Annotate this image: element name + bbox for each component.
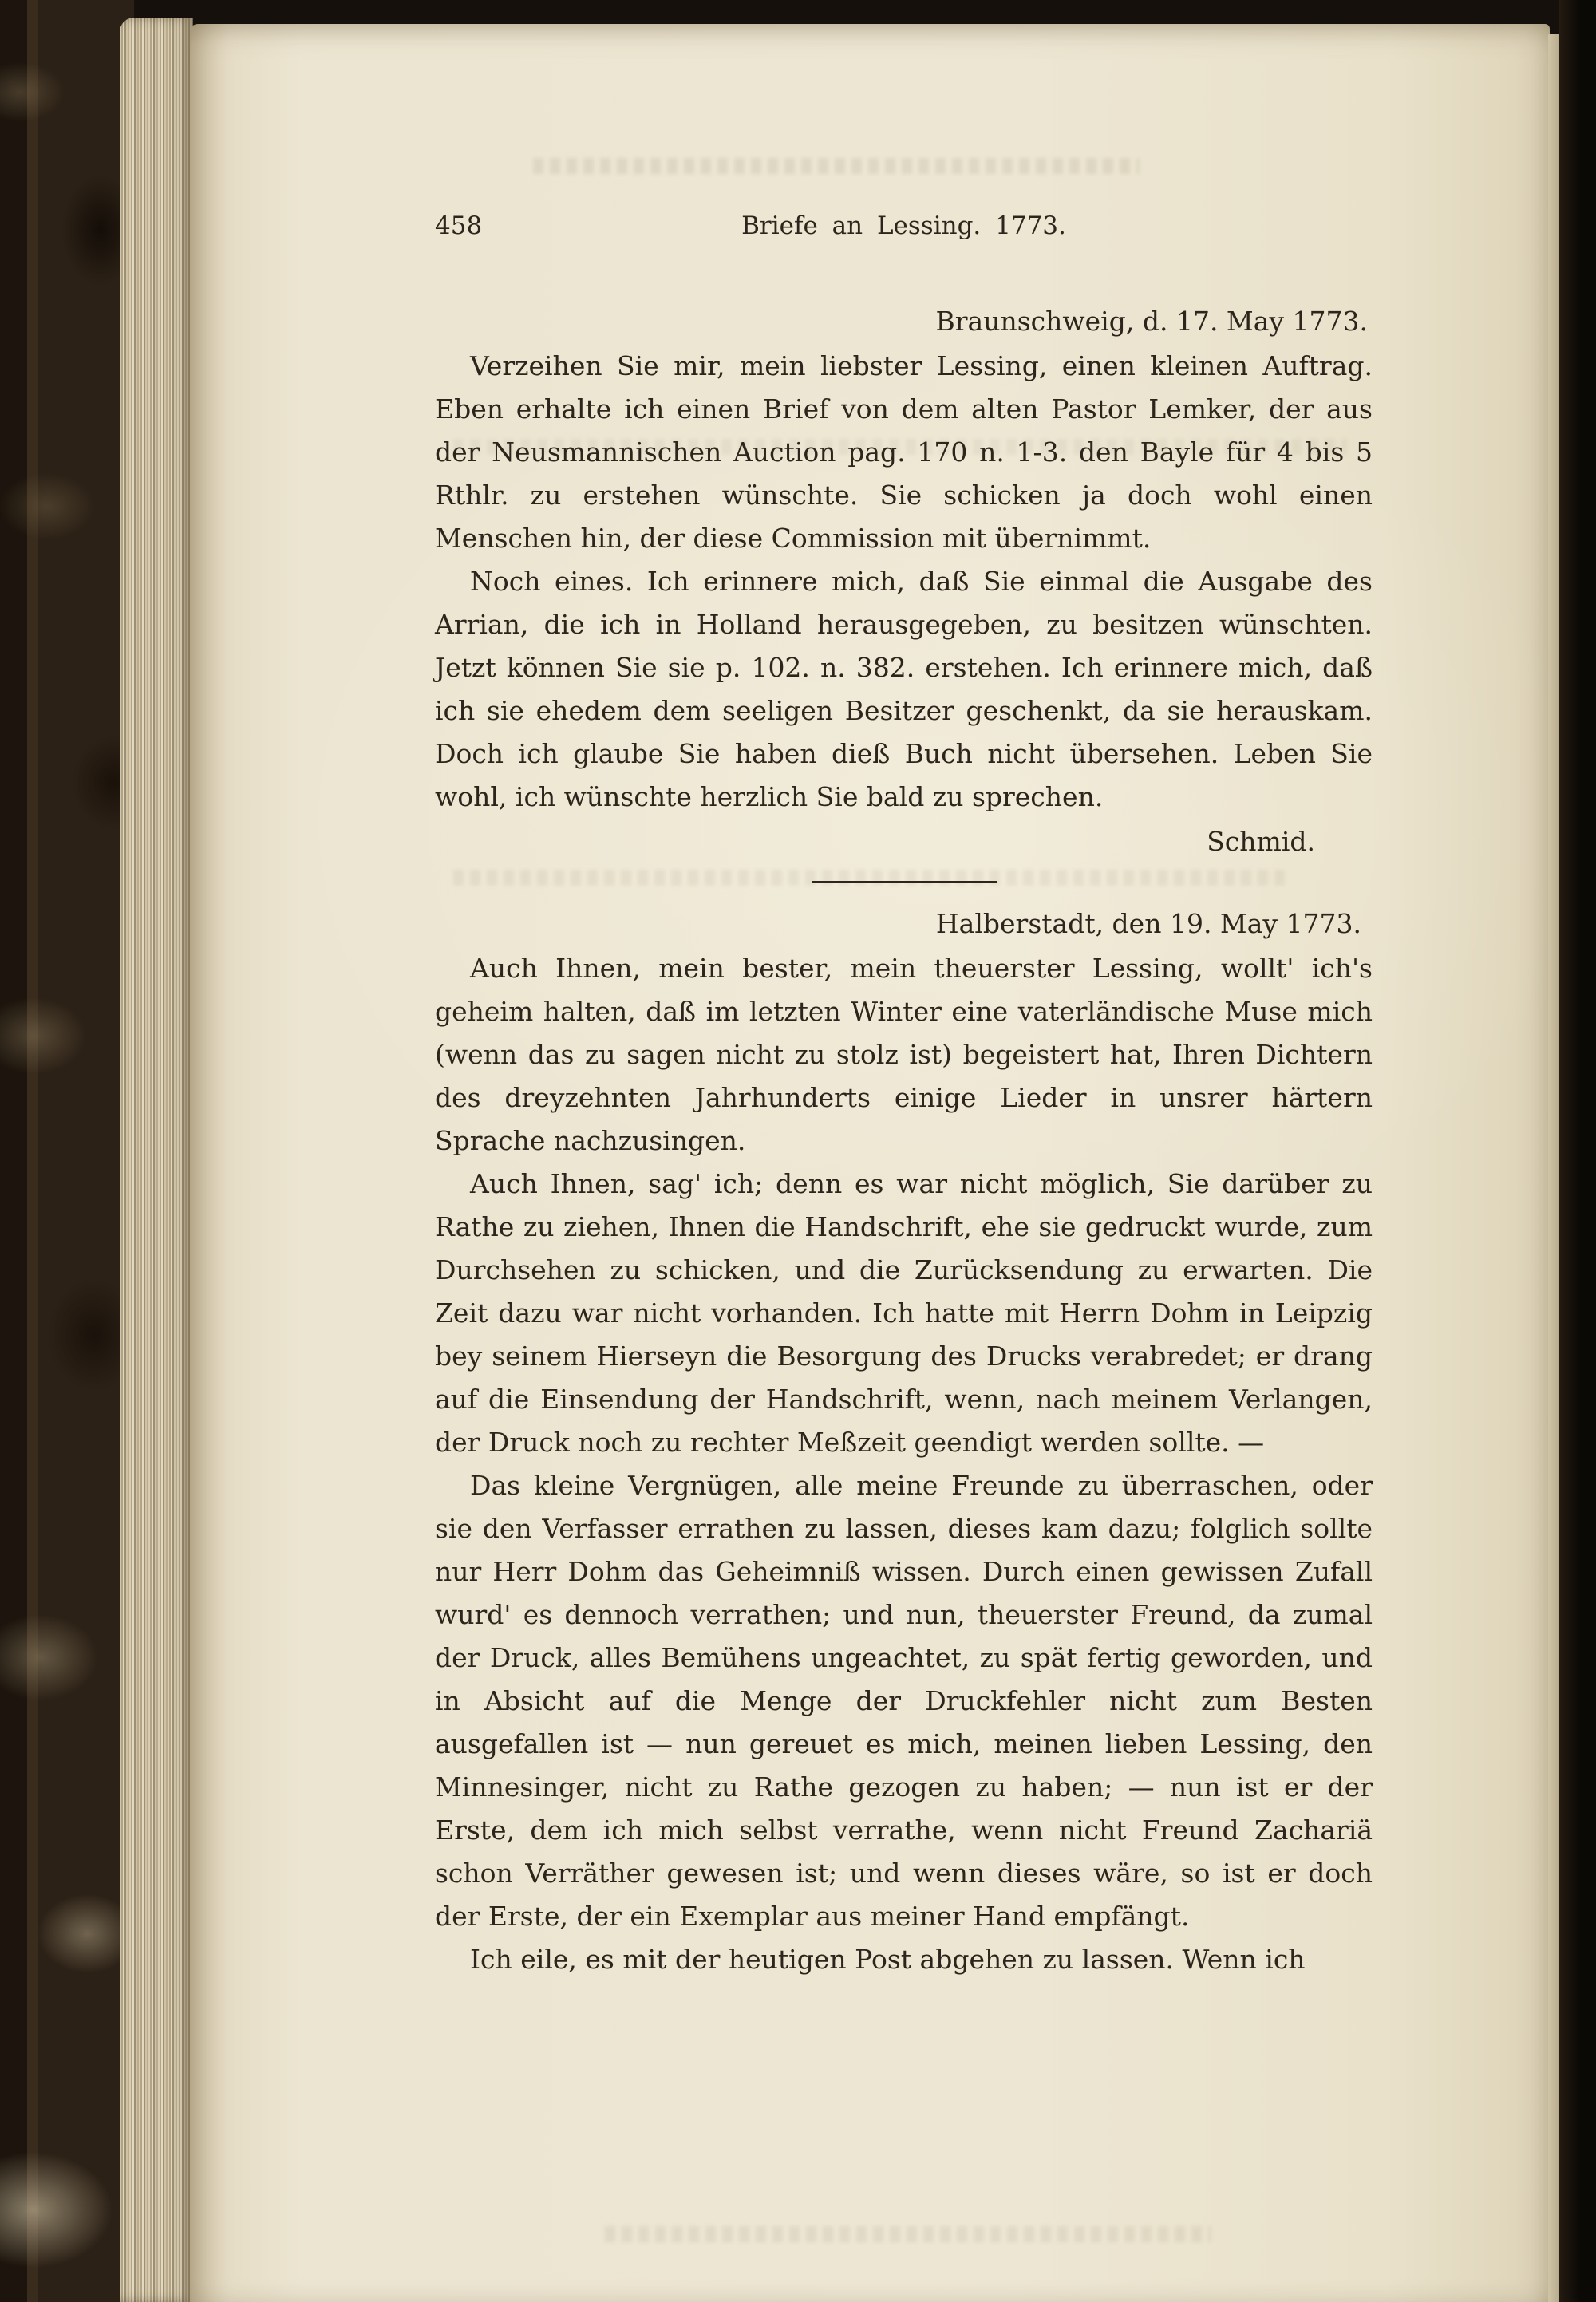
letter-dateline: Halberstadt, den 19. May 1773. — [935, 908, 1361, 939]
letter-paragraph: Auch Ihnen, sag' ich; denn es war nicht möglich, Sie darüber zu Rathe zu ziehen, Ihnen die Handschrift, ehe sie gedruckt wurde, zum Durchsehen zu schicken, und die Zurücksendung zu erwarten. Die Zeit dazu war nicht vorhanden. Ich hatte mit Herrn Dohm in Leipzig bey seinem Hierseyn die Besorgung des Drucks verabredet; er drang auf die Einsendung der Handschrift, wenn, nach meinem Verlangen, der Druck noch zu rechter Meßzeit geendigt werden sollte. — — [435, 1168, 1373, 1458]
running-header: Briefe an Lessing. 1773. — [741, 211, 1066, 240]
section-divider-rule — [812, 881, 997, 883]
letter-paragraph: Noch eines. Ich erinnere mich, daß Sie einmal die Ausgabe des Arrian, die ich in Holland herausgegeben, zu besitzen wünschten. Jetzt können Sie sie p. 102. n. 382. erstehen. Ich erinnere mich, daß ich sie ehedem dem seeligen Besitzer geschenkt, da sie herauskam. Doch ich glaube Sie haben dieß Buch nicht übersehen. Leben Sie wohl, ich wünschte herzlich Sie bald zu sprechen. — [435, 566, 1373, 812]
bleedthrough-ghost-text — [605, 2226, 1211, 2242]
bleedthrough-ghost-text — [533, 158, 1140, 174]
letter-paragraph: Verzeihen Sie mir, mein liebster Lessing, einen kleinen Auftrag. Eben erhalte ich einen Brief von dem alten Pastor Lemker, der aus der Neusmannischen Auction pag. 170 n. 1-3. den Bayle für 4 bis 5 Rthlr. zu erstehen wünschte. Sie schicken ja doch wohl einen Menschen hin, der diese Commission mit übernimmt. — [435, 350, 1373, 554]
page-edge-stack — [120, 18, 193, 2302]
book-cover-marbled — [0, 0, 134, 2302]
letter-paragraph: Auch Ihnen, mein bester, mein theuerster Lessing, wollt' ich's geheim halten, daß im letzten Winter eine vaterländische Muse mich (wenn das zu sagen nicht zu stolz ist) begeistert hat, Ihren Dichtern des dreyzehnten Jahrhunderts einige Lieder in unsrer härtern Sprache nachzusingen. — [435, 953, 1373, 1156]
letter-paragraph: Ich eile, es mit der heutigen Post abgehen zu lassen. Wenn ich — [470, 1944, 1306, 1975]
page-number: 458 — [435, 211, 483, 240]
book-page — [190, 24, 1550, 2302]
background-right-edge — [1559, 0, 1596, 2302]
letter-paragraph: Das kleine Vergnügen, alle meine Freunde zu überraschen, oder sie den Verfasser errathen zu lassen, dieses kam dazu; folglich sollte nur Herr Dohm das Geheimniß wissen. Durch einen gewissen Zufall wurd' es dennoch verrathen; und nun, theuerster Freund, da zumal der Druck, alles Bemühens ungeachtet, zu spät fertig geworden, und in Absicht auf die Menge der Druckfehler nicht zum Besten ausgefallen ist — nun gereuet es mich, meinen lieben Lessing, den Minnesinger, nicht zu Rathe gezogen zu haben; — nun ist er der Erste, dem ich mich selbst verrathe, wenn nicht Freund Zachariä schon Verräther gewesen ist; und wenn dieses wäre, so ist er doch der Erste, der ein Exemplar aus meiner Hand empfängt. — [435, 1470, 1373, 1932]
letter-dateline: Braunschweig, d. 17. May 1773. — [935, 306, 1368, 337]
letter-braunschweig — [435, 300, 1373, 863]
letter-signature: Schmid. — [1207, 826, 1315, 857]
letter-halberstadt — [435, 902, 1373, 1981]
page-text-block — [435, 204, 1373, 1981]
page-header — [435, 204, 1373, 247]
